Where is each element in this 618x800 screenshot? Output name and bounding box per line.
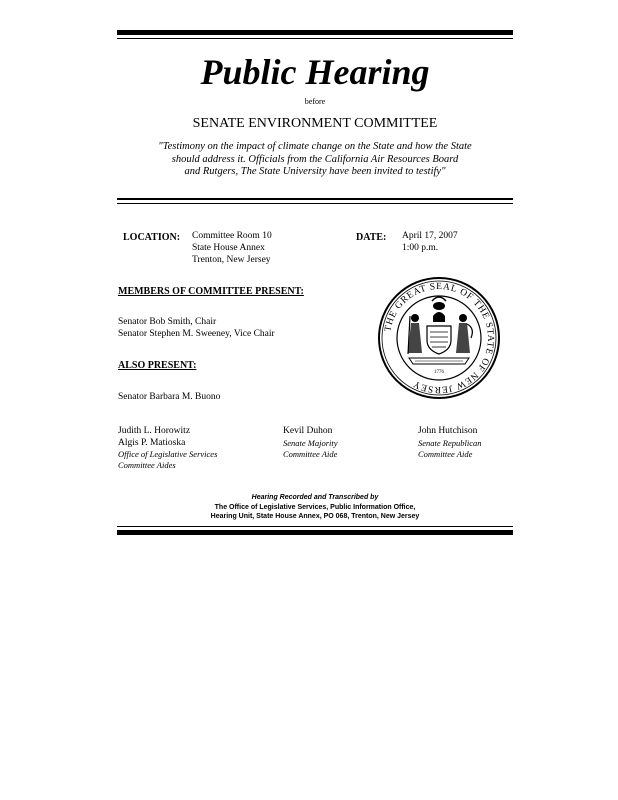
description-line: "Testimony on the impact of climate change on the State and how the State (158, 141, 472, 152)
aide-role: Senate Republican (418, 438, 482, 448)
page-title: Public Hearing (200, 52, 430, 92)
member-name: Senator Stephen M. Sweeney, Vice Chair (118, 329, 275, 339)
members-list (118, 316, 275, 340)
bottom-rule-thick (117, 530, 513, 535)
aide-role: Committee Aide (418, 449, 473, 459)
footer-heading: Hearing Recorded and Transcribed by (251, 494, 379, 501)
before-text: before (304, 97, 326, 106)
member-name: Senator Bob Smith, Chair (118, 317, 217, 327)
footer-line: Hearing Unit, State House Annex, PO 068, Trenton, New Jersey (210, 513, 420, 520)
location-line: Committee Room 10 (192, 231, 272, 241)
date-label: DATE: (356, 232, 387, 243)
aides-column-3 (418, 425, 482, 460)
footer-line: The Office of Legislative Services, Public Information Office, (214, 503, 416, 511)
hearing-description (140, 141, 490, 179)
location-line: State House Annex (192, 243, 265, 253)
state-seal-icon (377, 276, 501, 400)
svg-text:1776: 1776 (434, 370, 444, 375)
seal-text: THE GREAT SEAL OF THE STATE OF NEW JERSEY (383, 281, 496, 395)
description-line: should address it. Officials from the California Air Resources Board (171, 153, 459, 165)
bottom-rule-thin (117, 526, 513, 527)
date-line: April 17, 2007 (402, 231, 458, 241)
aide-role: Committee Aides (118, 460, 176, 470)
aide-role: Office of Legislative Services (118, 449, 218, 459)
location-label: LOCATION: (123, 232, 181, 243)
description-line: and Rutgers, The State University have been invited to testify" (184, 166, 446, 177)
date-line: 1:00 p.m. (402, 243, 439, 253)
top-rule-thin (117, 38, 513, 39)
middle-rule-thin (117, 203, 513, 204)
aide-name: Judith L. Horowitz (118, 426, 191, 436)
location-value (192, 230, 272, 266)
aide-name: Algis P. Matioska (118, 438, 186, 448)
aide-name: John Hutchison (418, 426, 478, 436)
top-rule-thick (117, 30, 513, 35)
committee-name: SENATE ENVIRONMENT COMMITTEE (192, 116, 438, 131)
location-line: Trenton, New Jersey (192, 255, 271, 265)
also-present-heading: ALSO PRESENT: (118, 360, 197, 371)
aides-column-1 (118, 425, 217, 471)
aide-role: Committee Aide (283, 449, 338, 459)
transcription-footer (117, 493, 513, 522)
aides-column-2 (283, 425, 338, 460)
aide-name: Kevil Duhon (283, 426, 333, 436)
also-present-name: Senator Barbara M. Buono (118, 392, 221, 402)
members-heading: MEMBERS OF COMMITTEE PRESENT: (118, 286, 304, 297)
middle-rule-thick (117, 198, 513, 200)
date-value (402, 230, 458, 254)
aide-role: Senate Majority (283, 438, 338, 448)
